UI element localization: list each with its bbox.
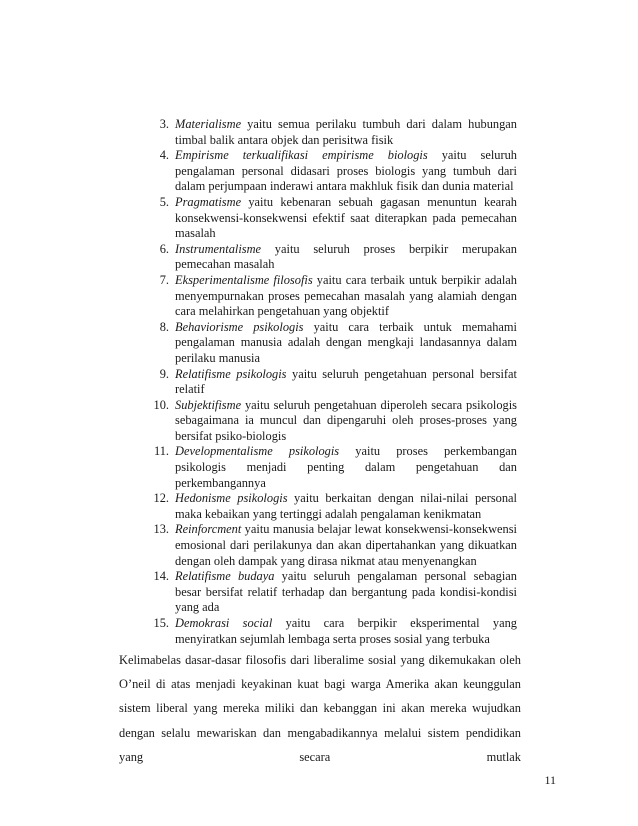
list-item <box>119 569 517 616</box>
item-number: 15. <box>153 616 169 630</box>
list-item <box>119 242 517 273</box>
item-term: Instrumentalisme <box>175 241 262 256</box>
item-text: yaitu cara berpikir eksperimental yang menyiratkan sejumlah lembaga serta proses sosial yang terbuka <box>175 616 517 646</box>
list-item <box>119 522 517 569</box>
item-number: 13. <box>153 522 169 537</box>
item-term: Reinforcment <box>175 522 242 537</box>
item-number: 7. <box>159 272 169 287</box>
item-term: Behaviorisme psikologis <box>175 319 304 334</box>
item-term: Hedonisme psikologis <box>175 491 288 506</box>
item-number: 14. <box>153 569 169 584</box>
list-item <box>119 398 517 445</box>
list-item <box>119 367 517 398</box>
item-number: 10. <box>153 397 169 412</box>
item-term: Eksperimentalisme filosofis <box>175 272 313 287</box>
item-text: yaitu proses perkembangan psikologis menjadi penting dalam pengetahuan dan perkembangannya <box>175 444 517 490</box>
item-term: Relatifisme psikologis <box>175 366 287 381</box>
list-item <box>119 273 517 320</box>
item-term: Subjektifisme <box>175 397 242 412</box>
item-text: yaitu berkaitan dengan nilai-nilai personal maka kebaikan yang tertinggi adalah pengalaman kenikmatan <box>175 491 517 521</box>
item-term: Developmentalisme psikologis <box>175 444 340 459</box>
item-text: yaitu seluruh pengalaman personal sebagian besar bersifat relatif terhadap dan bergantung pada kondisi-kondisi yang ada <box>175 569 517 615</box>
item-term: Demokrasi social <box>175 616 273 630</box>
item-text: yaitu seluruh proses berpikir merupakan pemecahan masalah <box>175 241 517 272</box>
item-text: yaitu seluruh pengalaman personal didasari proses biologis yang tumbuh dari dalam perjumpaan inderawi antara makhluk fisik dan dunia material <box>175 148 517 194</box>
item-number: 12. <box>153 491 169 506</box>
list-item <box>119 117 517 148</box>
item-number: 11. <box>153 444 169 459</box>
body-paragraph: Kelimabelas dasar-dasar filosofis dari liberalime sosial yang dikemukakan oleh O’neil di atas menjadi keyakinan kuat bagi warga Amerika akan keunggulan sistem liberal yang mereka miliki dan kebanggan ini akan mereka wujudkan dengan selalu mewariskan dan mengabadikannya melalui sistem pendidikan yang secara mutlak <box>119 653 521 764</box>
item-number: 5. <box>159 194 169 209</box>
list-item <box>119 148 517 195</box>
item-number: 8. <box>159 319 169 334</box>
page-number: 11 <box>544 773 556 787</box>
list-item <box>119 320 517 367</box>
item-text: yaitu seluruh pengetahuan diperoleh secara psikologis sebagaimana ia muncul dan dipengaruhi oleh proses-proses yang bersifat psiko-biologis <box>175 397 517 443</box>
item-term: Relatifisme budaya <box>175 569 275 584</box>
item-number: 6. <box>159 241 169 256</box>
item-number: 4. <box>159 148 169 163</box>
item-text: yaitu kebenaran sebuah gagasan menuntun kearah konsekwensi-konsekwensi efektif saat diterapkan pada pemecahan masalah <box>175 194 517 241</box>
item-number: 9. <box>159 366 169 381</box>
list-item <box>119 195 517 242</box>
philosophy-list <box>119 117 517 647</box>
list-item <box>119 444 517 491</box>
item-term: Pragmatisme <box>175 194 242 209</box>
item-text: yaitu seluruh pengetahuan personal bersifat relatif <box>175 366 517 397</box>
item-term: Materialisme <box>175 117 242 131</box>
item-text: yaitu semua perilaku tumbuh dari dalam hubungan timbal balik antara objek dan perisitwa fisik <box>175 117 517 147</box>
list-item <box>119 616 517 647</box>
item-text: yaitu manusia belajar lewat konsekwensi-konsekwensi emosional dari perilakunya dan akan dipertahankan yang dikuatkan dengan oleh dampak yang dirasa nikmat atau menyenangkan <box>175 522 517 568</box>
item-text: yaitu cara terbaik untuk berpikir adalah menyempurnakan proses pemecahan masalah yang alamiah dengan cara melahirkan pengetahuan yang objektif <box>175 272 517 319</box>
item-number: 3. <box>159 117 169 131</box>
item-term: Empirisme terkualifikasi empirisme biologis <box>175 148 428 163</box>
item-text: yaitu cara terbaik untuk memahami pengalaman manusia adalah dengan mengkaji landasannya dalam perilaku manusia <box>175 319 517 365</box>
list-item <box>119 491 517 522</box>
